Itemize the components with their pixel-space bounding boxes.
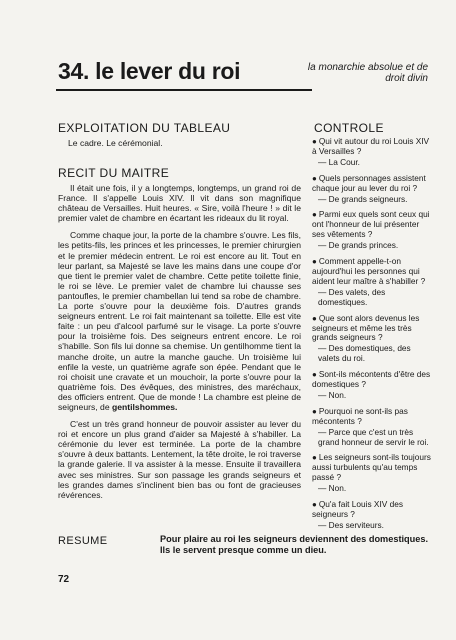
bullet-icon: ● xyxy=(312,173,317,183)
controle-answer: — Non. xyxy=(318,483,347,494)
controle-item xyxy=(312,500,432,531)
exploitation-text: Le cadre. Le cérémonial. xyxy=(68,138,163,148)
controle-item xyxy=(312,370,432,401)
controle-item xyxy=(312,174,432,205)
bullet-icon: ● xyxy=(312,313,317,323)
controle-question: Qui vit autour du roi Louis XIV à Versailles ? xyxy=(312,136,430,156)
controle-item xyxy=(312,210,432,251)
controle-item xyxy=(312,257,432,308)
controle-question: Qu'a fait Louis XIV des seigneurs ? xyxy=(312,499,403,519)
recit-paragraph-2-text: Comme chaque jour, la porte de la chambre s'ouvre. Les fils, les petits-fils, les princes et les princesses, le premier chirurgien et le premier médecin entrent. Le roi est encore au lit. Tout en leur parlant, sa Majesté se lave les mains dans une coupe d'or que tient le premier valet de chambre. Cette petite toilette finie, le roi se lève. Le premier valet de chambre lui chausse ses pantoufles, le premier chambellan lui tend sa robe de chambre. La porte s'ouvre pour la deuxième fois. D'autres grands seigneurs entrent. Le roi fait maintenant sa toilette. Elle est vite faite : un peu d'alcool parfumé sur le visage. La porte s'ouvre pour la troisième fois. Des seigneurs entrent encore. Le roi s'habille. Son fils lui donne sa chemise. Un gentilhomme tient la manche droite, un autre la manche gauche. Un troisième lui enfile la veste, un quatrième agrafe son épée. Pendant que le roi choisit une cravate et un mouchoir, la porte s'ouvre pour la quatrième fois. Des évêques, des ministres, des maréchaux, des officiers entrent. Que de monde ! La chambre est pleine de seigneurs, de xyxy=(58,230,301,412)
recit-paragraph-2 xyxy=(58,230,301,412)
bullet-icon: ● xyxy=(312,453,317,463)
controle-answer: — De grands seigneurs. xyxy=(318,193,408,204)
controle-question: Parmi eux quels sont ceux qui ont l'honneur de lui présenter ses vêtements ? xyxy=(312,209,430,240)
controle-answer: — Parce que c'est un très grand honneur de servir le roi. xyxy=(318,426,429,447)
controle-answer: — La Cour. xyxy=(318,156,360,167)
controle-list xyxy=(312,137,432,537)
page-title: 34. le lever du roi xyxy=(58,58,241,84)
recit-paragraph-1: Il était une fois, il y a longtemps, longtemps, un grand roi de France. Il s'appelle Louis XIV. Il vit dans son magnifique château de Versailles. Huit heures. « Sire, voilà l'heure ! » dit le premier valet de chambre en écartant les rideaux du lit royal. xyxy=(58,183,301,224)
page-number: 72 xyxy=(58,574,70,585)
controle-item xyxy=(312,137,432,168)
controle-item xyxy=(312,407,432,448)
controle-answer: — Des serviteurs. xyxy=(318,519,384,530)
recit-heading: RECIT DU MAITRE xyxy=(58,166,170,180)
bullet-icon: ● xyxy=(312,257,317,267)
controle-question: Quels personnages assistent chaque jour au lever du roi ? xyxy=(312,172,426,193)
bullet-icon: ● xyxy=(312,370,317,380)
bullet-icon: ● xyxy=(312,137,317,146)
controle-answer: — De grands princes. xyxy=(318,240,399,251)
controle-heading: CONTROLE xyxy=(314,121,384,135)
controle-question: Comment appelle-t-on aujourd'hui les personnes qui aident leur maître à s'habiller ? xyxy=(312,256,426,286)
bullet-icon: ● xyxy=(312,406,317,416)
controle-question: Sont-ils mécontents d'être des domestiques ? xyxy=(312,369,431,390)
controle-question: Pourquoi ne sont-ils pas mécontents ? xyxy=(312,405,408,426)
bullet-icon: ● xyxy=(312,210,317,220)
controle-answer: — Des domestiques, des valets du roi. xyxy=(318,343,411,364)
recit-body xyxy=(58,183,301,500)
controle-item xyxy=(312,314,432,365)
page-subtitle: la monarchie absolue et de droit divin xyxy=(307,62,428,84)
controle-answer: — Des valets, des domestiques. xyxy=(318,286,386,307)
resume-label: RESUME xyxy=(58,535,108,547)
exploitation-heading: EXPLOITATION DU TABLEAU xyxy=(58,121,231,135)
controle-answer: — Non. xyxy=(318,389,347,400)
controle-question: Que sont alors devenus les seigneurs et même les très grands seigneurs ? xyxy=(312,312,420,343)
controle-item xyxy=(312,453,432,494)
controle-question: Les seigneurs sont-ils toujours aussi turbulents qu'au temps passé ? xyxy=(312,452,431,483)
bullet-icon: ● xyxy=(312,500,317,510)
resume-text: Pour plaire au roi les seigneurs deviennent des domestiques. Ils le servent presque comme un dieu. xyxy=(160,534,429,555)
recit-paragraph-2-bold: gentilshommes. xyxy=(112,401,178,412)
recit-paragraph-3: C'est un très grand honneur de pouvoir assister au lever du roi et encore un plus grand d'aider sa Majesté à s'habiller. La cérémonie du lever est terminée. La porte de la chambre s'ouvre à deux battants. Lentement, la tête droite, le roi traverse la grande galerie. Il va assister à la messe. Ensuite il travaillera avec ses ministres. Sur son passage les grands seigneurs et les grandes dames s'inclinent bien bas ou font de gracieuses révérences. xyxy=(58,419,301,500)
title-underline xyxy=(56,89,312,91)
